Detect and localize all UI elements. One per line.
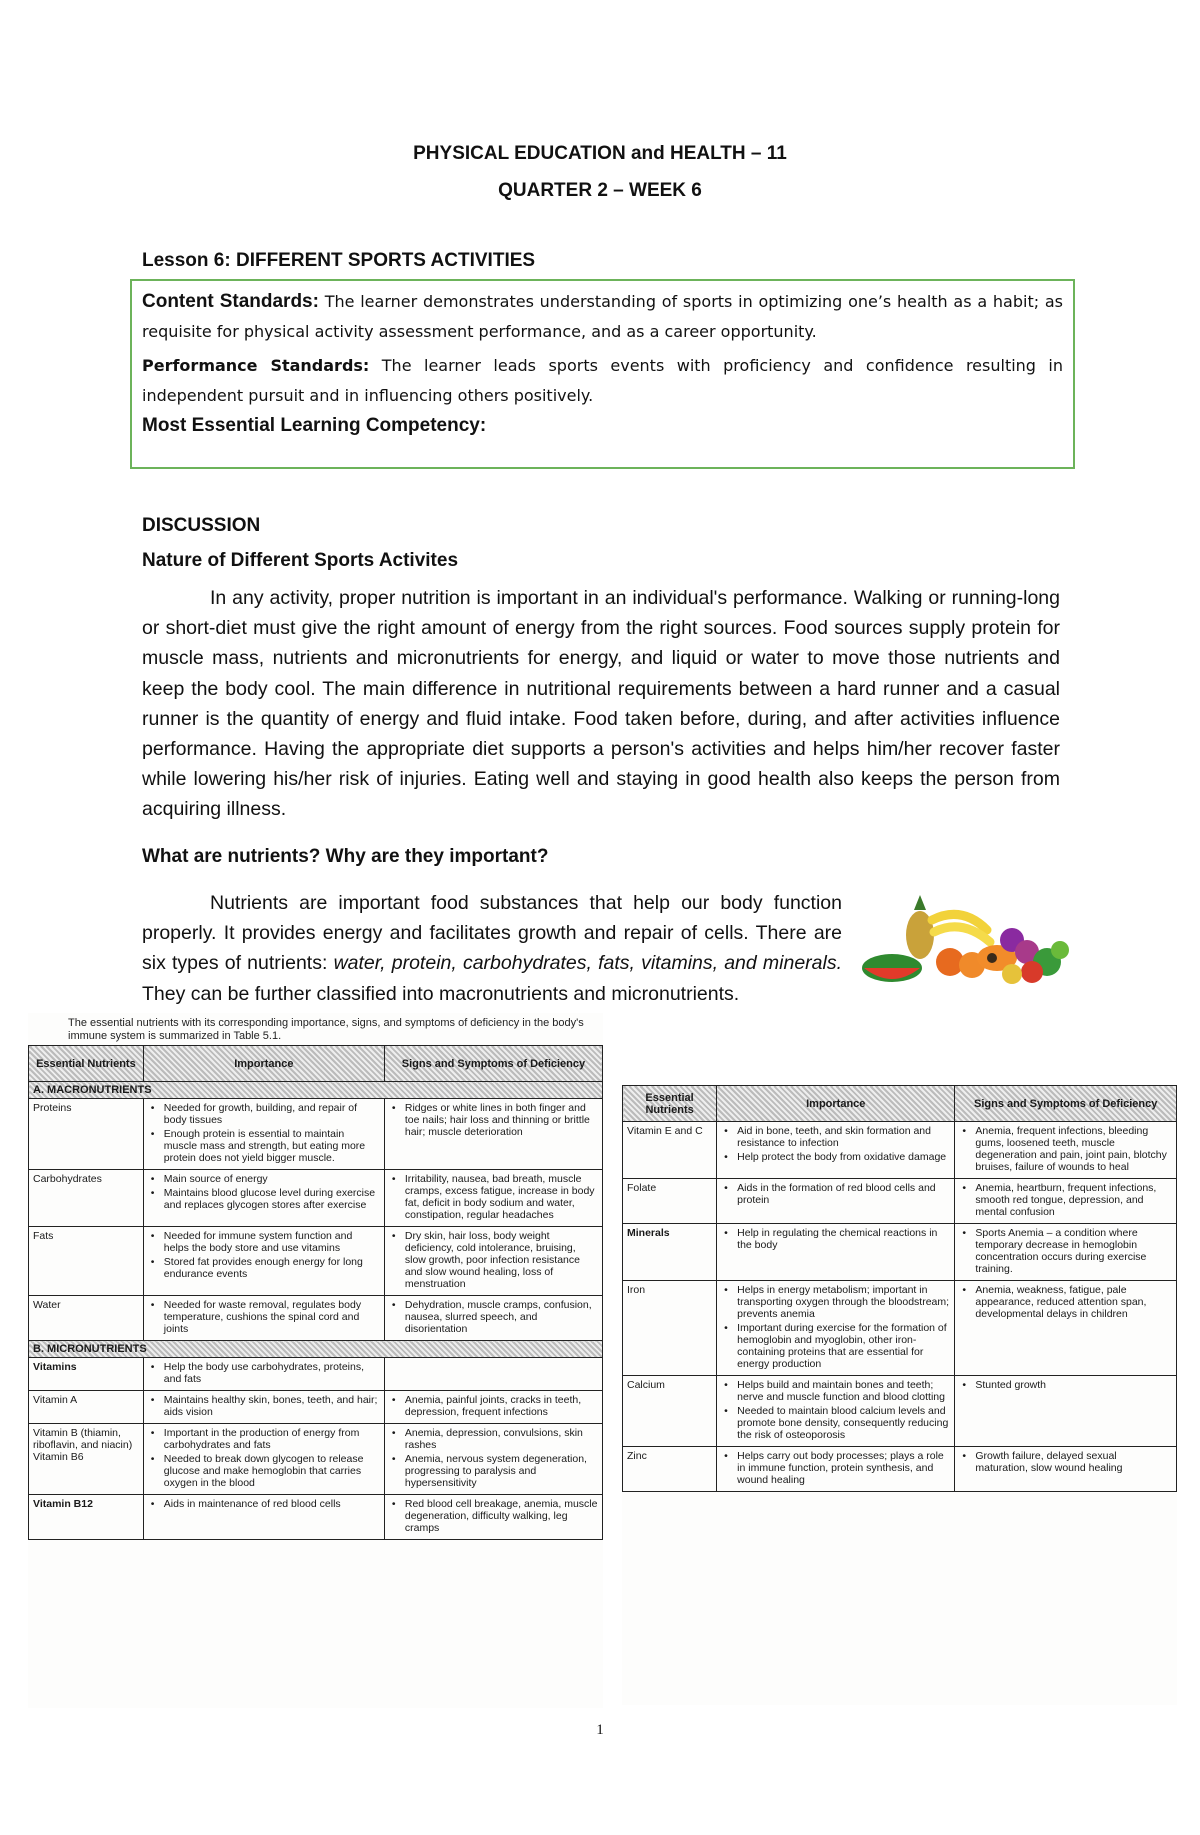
nutrient-name: Carbohydrates	[29, 1170, 144, 1227]
importance-item: • Needed to maintain blood calcium levels and promote bone density, consequently reducing the risk of osteoporosis	[721, 1405, 950, 1441]
col-header-importance: Importance	[143, 1046, 384, 1082]
signs-cell	[384, 1424, 602, 1495]
nutrients-text-b: They can be further classified into macronutrients and micronutrients.	[142, 982, 740, 1005]
importance-item: • Stored fat provides enough energy for long endurance events	[148, 1256, 380, 1280]
nutrient-name: Zinc	[623, 1447, 717, 1492]
nutrient-name: Vitamin A	[29, 1391, 144, 1424]
importance-item: • Help the body use carbohydrates, proteins, and fats	[148, 1361, 380, 1385]
discussion-heading: DISCUSSION	[142, 515, 261, 536]
nutrients-question: What are nutrients? Why are they important?	[142, 846, 549, 867]
melc-label: Most Essential Learning Competency:	[142, 415, 487, 436]
lesson-title: Lesson 6: DIFFERENT SPORTS ACTIVITIES	[142, 250, 536, 271]
table-row	[29, 1170, 603, 1227]
nutrients-text-italic: water, protein, carbohydrates, fats, vitamins, and minerals.	[333, 952, 842, 975]
importance-item: • Help in regulating the chemical reactions in the body	[721, 1227, 950, 1251]
importance-cell	[143, 1358, 384, 1391]
importance-item: • Helps carry out body processes; plays a role in immune function, protein synthesis, and wound healing	[721, 1450, 950, 1486]
signs-item: • Irritability, nausea, bad breath, muscle cramps, excess fatigue, increase in body fat, deficit in body sodium and water, constipation, regular headaches	[389, 1173, 598, 1221]
signs-cell	[955, 1376, 1177, 1447]
fruit-basket-icon	[862, 890, 1072, 990]
signs-item: • Sports Anemia – a condition where temporary decrease in hemoglobin concentration occurs during exercise training.	[959, 1227, 1172, 1275]
nutrients-text-a: Nutrients are important food substances that help our body function properly. It provides energy and facilitates growth and repair of cells. There are six types of nutrients:	[142, 892, 842, 975]
importance-item: • Needed for waste removal, regulates body temperature, cushions the spinal cord and joints	[148, 1299, 380, 1335]
importance-item: • Aids in maintenance of red blood cells	[148, 1498, 380, 1510]
signs-cell	[955, 1179, 1177, 1224]
table-row	[29, 1296, 603, 1341]
col-header-signs: Signs and Symptoms of Deficiency	[384, 1046, 602, 1082]
table-row	[29, 1358, 603, 1391]
importance-item: • Helps build and maintain bones and teeth; nerve and muscle function and blood clotting	[721, 1379, 950, 1403]
signs-cell	[384, 1495, 602, 1540]
content-standards-text: The learner demonstrates understanding of sports in optimizing one’s health as a habit; as requisite for physical activity assessment performance, and as a career opportunity.	[142, 292, 1063, 341]
section-macronutrients: A. MACRONUTRIENTS	[29, 1082, 603, 1099]
table-row	[623, 1281, 1177, 1376]
importance-item: • Maintains blood glucose level during exercise and replaces glycogen stores after exercise	[148, 1187, 380, 1211]
nutrient-name: Proteins	[29, 1099, 144, 1170]
signs-cell	[955, 1122, 1177, 1179]
table-row	[29, 1424, 603, 1495]
signs-cell	[384, 1170, 602, 1227]
importance-cell	[143, 1391, 384, 1424]
discussion-paragraph-text: In any activity, proper nutrition is important in an individual's performance. Walking or running-long or short-diet must give the right amount of energy from the right sources. Food sources supply protein for muscle mass, nutrients and micronutrients for energy, and liquid or water to move those nutrients and keep the body cool. The main difference in nutritional requirements between a hard runner and a casual runner is the quantity of energy and fluid intake. Food taken before, during, and after activities influence performance. Having the appropriate diet supports a person's activities and helps him/her recover faster while lowering his/her risk of injuries. Eating well and staying in good health also keeps the person from acquiring illness.	[142, 587, 1060, 821]
signs-item: • Stunted growth	[959, 1379, 1172, 1391]
signs-item: • Dry skin, hair loss, body weight deficiency, cold intolerance, bruising, slow growth, poor infection resistance and slow wound healing, loss of menstruation	[389, 1230, 598, 1290]
col-header-importance: Importance	[717, 1086, 955, 1122]
importance-item: • Important during exercise for the formation of hemoglobin and myoglobin, other iron-containing proteins that are essential for energy production	[721, 1322, 950, 1370]
table-row	[29, 1227, 603, 1296]
nutrients-table-continued	[622, 1085, 1177, 1492]
col-header-nutrients: Essential Nutrients	[623, 1086, 717, 1122]
table-row	[623, 1224, 1177, 1281]
signs-cell	[955, 1447, 1177, 1492]
importance-item: • Maintains healthy skin, bones, teeth, and hair; aids vision	[148, 1394, 380, 1418]
document-subtitle: QUARTER 2 – WEEK 6	[498, 180, 702, 201]
page-number: 1	[596, 1722, 604, 1738]
nutrient-name: Folate	[623, 1179, 717, 1224]
performance-standards	[142, 351, 1063, 411]
nutrient-name: Minerals	[623, 1224, 717, 1281]
col-header-nutrients: Essential Nutrients	[29, 1046, 144, 1082]
importance-cell	[143, 1227, 384, 1296]
importance-item: • Helps in energy metabolism; important in transporting oxygen through the bloodstream; prevents anemia	[721, 1284, 950, 1320]
standards-box	[130, 279, 1075, 469]
signs-cell	[384, 1391, 602, 1424]
signs-item: • Anemia, depression, convulsions, skin rashes	[389, 1427, 598, 1451]
importance-cell	[717, 1224, 955, 1281]
signs-item: • Ridges or white lines in both finger and toe nails; hair loss and thinning or brittle hair; muscle deterioration	[389, 1102, 598, 1138]
importance-cell	[717, 1376, 955, 1447]
nutrients-table-macro-micro	[28, 1045, 603, 1540]
signs-cell	[955, 1224, 1177, 1281]
importance-item: • Needed to break down glycogen to release glucose and make hemoglobin that carries oxygen in the blood	[148, 1453, 380, 1489]
signs-cell	[384, 1099, 602, 1170]
signs-cell	[384, 1296, 602, 1341]
content-standards	[142, 287, 1063, 347]
nutrient-name: Vitamins	[29, 1358, 144, 1391]
importance-cell	[717, 1122, 955, 1179]
nutrient-name: Calcium	[623, 1376, 717, 1447]
importance-item: • Needed for growth, building, and repair of body tissues	[148, 1102, 380, 1126]
signs-cell	[384, 1227, 602, 1296]
table-row	[29, 1495, 603, 1540]
signs-item: • Red blood cell breakage, anemia, muscle degeneration, difficulty walking, leg cramps	[389, 1498, 598, 1534]
importance-item: • Aids in the formation of red blood cells and protein	[721, 1182, 950, 1206]
nutrient-name: Fats	[29, 1227, 144, 1296]
importance-cell	[143, 1296, 384, 1341]
importance-item: • Needed for immune system function and helps the body store and use vitamins	[148, 1230, 380, 1254]
table-row	[623, 1122, 1177, 1179]
nutrient-name: Iron	[623, 1281, 717, 1376]
table-caption: The essential nutrients with its corresponding importance, signs, and symptoms of deficiency in the body's immune system is summarized in Table 5.1.	[68, 1017, 584, 1042]
signs-item: • Anemia, nervous system degeneration, progressing to paralysis and hypersensitivity	[389, 1453, 598, 1489]
nutrient-table-right	[622, 1085, 1177, 1705]
table-row	[623, 1179, 1177, 1224]
nutrient-name: Vitamin B (thiamin, riboflavin, and niacin) Vitamin B6	[29, 1424, 144, 1495]
signs-cell	[384, 1358, 602, 1391]
table-row	[29, 1099, 603, 1170]
importance-cell	[717, 1447, 955, 1492]
importance-cell	[143, 1495, 384, 1540]
performance-standards-label: Performance Standards:	[142, 356, 370, 375]
importance-cell	[143, 1099, 384, 1170]
importance-item: • Help protect the body from oxidative damage	[721, 1151, 950, 1163]
importance-cell	[143, 1424, 384, 1495]
performance-standards-text: The learner leads sports events with proficiency and confidence resulting in independent pursuit and in influencing others positively.	[142, 356, 1063, 405]
section-micronutrients: B. MICRONUTRIENTS	[29, 1341, 603, 1358]
table-row	[623, 1376, 1177, 1447]
signs-item: • Anemia, painful joints, cracks in teeth, depression, frequent infections	[389, 1394, 598, 1418]
col-header-signs: Signs and Symptoms of Deficiency	[955, 1086, 1177, 1122]
signs-item: • Dehydration, muscle cramps, confusion, nausea, slurred speech, and disorientation	[389, 1299, 598, 1335]
nutrient-name: Vitamin E and C	[623, 1122, 717, 1179]
table-row	[623, 1447, 1177, 1492]
content-standards-label: Content Standards:	[142, 291, 319, 312]
table-row	[29, 1391, 603, 1424]
importance-item: • Important in the production of energy from carbohydrates and fats	[148, 1427, 380, 1451]
importance-cell	[143, 1170, 384, 1227]
discussion-paragraph	[142, 583, 1060, 825]
nutrient-name: Water	[29, 1296, 144, 1341]
signs-item: • Growth failure, delayed sexual maturation, slow wound healing	[959, 1450, 1172, 1474]
importance-cell	[717, 1179, 955, 1224]
importance-item: • Aid in bone, teeth, and skin formation and resistance to infection	[721, 1125, 950, 1149]
signs-cell	[955, 1281, 1177, 1376]
nutrient-table-left	[28, 1013, 603, 1708]
nature-subheading: Nature of Different Sports Activites	[142, 550, 459, 571]
nutrient-name: Vitamin B12	[29, 1495, 144, 1540]
signs-item: • Anemia, frequent infections, bleeding gums, loosened teeth, muscle degeneration and pain, joint pain, blotchy bruises, failure of wounds to heal	[959, 1125, 1172, 1173]
importance-item: • Main source of energy	[148, 1173, 380, 1185]
importance-cell	[717, 1281, 955, 1376]
importance-item: • Enough protein is essential to maintain muscle mass and strength, but eating more protein does not yield bigger muscle.	[148, 1128, 380, 1164]
nutrients-paragraph	[142, 888, 842, 1009]
document-title: PHYSICAL EDUCATION and HEALTH – 11	[413, 143, 787, 164]
signs-item: • Anemia, weakness, fatigue, pale appearance, reduced attention span, developmental delays in children	[959, 1284, 1172, 1320]
signs-item: • Anemia, heartburn, frequent infections, smooth red tongue, depression, and mental confusion	[959, 1182, 1172, 1218]
